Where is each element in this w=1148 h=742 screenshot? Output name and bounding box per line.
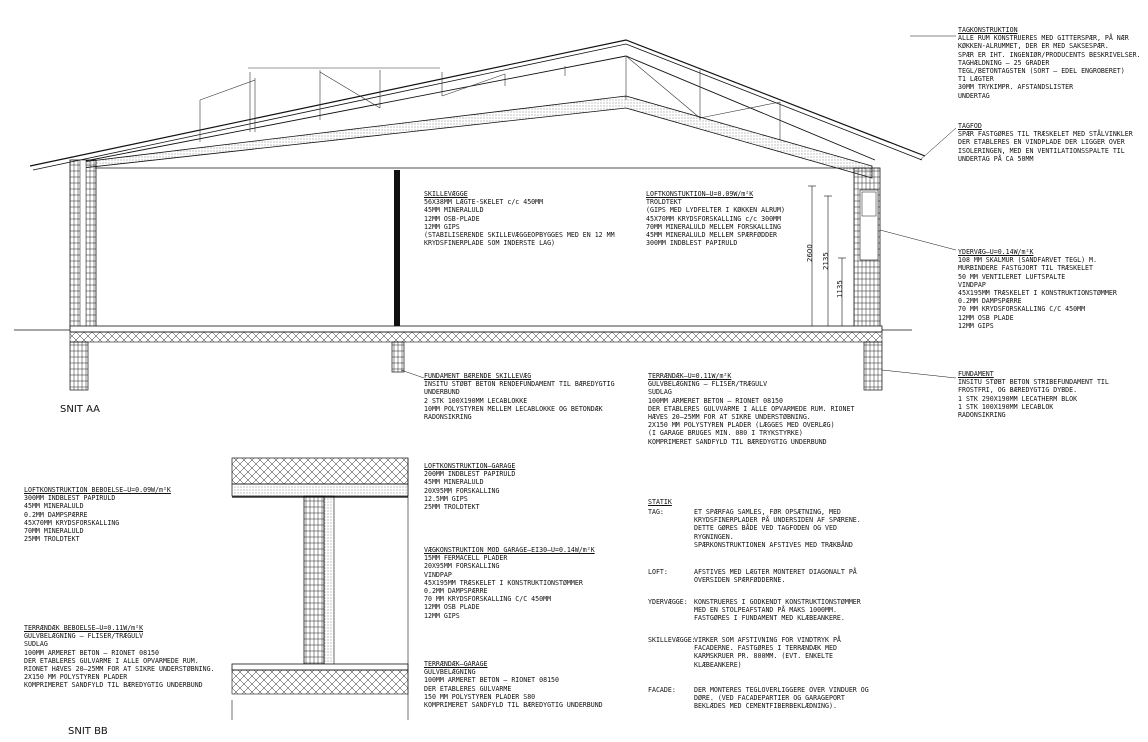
note-body: GULVBELÆGNING – FLISER/TRÆGULV SUDLAG 100MM ARMERET BETON – RIONET 08150 DER ETABLERES GULVVARME I ALLE OPVARMEDE RUM. RIONET HÆVES 20–25MM FOR AT SIKRE UNDERSTØBNING. 2X150 MM POLYSTYREN PLADER (LÆGGES MED OVERLÆG) (I GARAGE BRUGES MIN. 080 I TRYKSTYRKE) KOMPRIMERET SANDFYLD TIL BÆREDYGTIG UNDERBUND: [648, 380, 855, 446]
note-body: TROLDTEKT (GIPS MED LYDFELTER I KØKKEN ALRUM) 45X70MM KRYDSFORSKALLING c/c 300MM 70MM MINERALULD MELLEM FORSKALLING 45MM MINERALULD MELLEM SPÆRFØDDER 300MM INDBLEST PAPIRULD: [646, 198, 785, 248]
note-body: 300MM INDBLEST PAPIRULD 45MM MINERALULD 0.2MM DAMPSPÆRRE 45X70MM KRYDSFORSKALLING 70MM MINERALULD 25MM TROLDTEKT: [24, 494, 120, 544]
note-heading: SKILLEVÆGGE: [424, 190, 468, 198]
note-heading: LOFTKONSTRUKTION–GARAGE: [424, 462, 516, 470]
note-body: ALLE RUM KONSTRUERES MED GITTERSPÆR, PÅ NÆR KØKKEN-ALRUMMET, DER ER MED SAKSESPÆR. SPÆR ER IHT. INGENIØR/PRODUCENTS BESKRIVELSER. TAGHÆLDNING – 25 GRADER TEGL/BETONTAGSTEN (SORT – EDEL ENGROBERET) T1 LÆGTER 30MM TRYKIMPR. AFSTANDSLISTER UNDERTAG: [958, 34, 1141, 100]
dimension-2600: 2600: [806, 244, 814, 262]
note-vaeg-garage: [424, 546, 595, 620]
partition-wall: [394, 170, 400, 328]
floor-slab: [70, 326, 882, 332]
note-heading: TERRÆNDÆK BEBOELSE–U=0.11W/m²K: [24, 624, 144, 632]
statik-loft-body: AFSTIVES MED LÆGTER MONTERET DIAGONALT PÅ OVERSIDEN SPÆRFØDDERNE.: [694, 568, 857, 585]
note-body: INSITU STØBT BETON STRIBEFUNDAMENT TIL FROSTFRI, OG BÆREDYGTIG DYBDE. 1 STK 290X190MM LECATHERM BLOK 1 STK 100X190MM LECABLOK RADONSIKRING: [958, 378, 1109, 420]
note-heading: LOFTKONSTUKTION–U=0.09W/m²K: [646, 190, 754, 198]
statik-heading: [648, 498, 672, 506]
section-bb: [232, 458, 408, 720]
note-body: INSITU STØBT BETON RENDEFUNDAMENT TIL BÆREDYGTIG UNDERBUND 2 STK 100X190MM LECABLOKKE 10MM POLYSTYREN MELLEM LECABLOKKE OG BETONDÆK RADONSIKRING: [424, 380, 615, 422]
note-body: 15MM FERMACELL PLADER 20X95MM FORSKALLING VINDPAP 45X195MM TRÆSKELET I KONSTRUKTIONSTØMMER 0.2MM DAMPSPÆRRE 70 MM KRYDSFORSKALLING C/C 450MM 12MM OSB PLADE 12MM GIPS: [424, 554, 583, 620]
note-body: GULVBELÆGNING – FLISER/TRÆGULV SUDLAG 100MM ARMERET BETON – RIONET 08150 DER ETABLERES GULVARME I ALLE OPVARMEDE RUM. RIONET HÆVES 20–25MM FOR AT SIKRE UNDERSTØBNING. 2X150 MM POLYSTYREN PLADER KOMPRIMERET SANDFYLD TIL BÆREDYGTIG UNDERBUND: [24, 632, 215, 690]
loft-insulation: [82, 96, 872, 178]
note-loftkonstruktion: [646, 190, 785, 247]
foundation-left: [70, 342, 88, 390]
note-heading: VÆGKONSTRUKTION MOD GARAGE–EI30–U=0.14W/m²K: [424, 546, 595, 554]
note-terraendaek: [648, 372, 854, 446]
note-body: GULVBELÆGNING 100MM ARMERET BETON – RIONET 08150 DER ETABLERES GULVARME 150 MM POLYSTYREN PLADER S80 KOMPRIMERET SANDFYLD TIL BÆREDYGTIG UNDERBUND: [424, 668, 603, 710]
statik-yder-body: KONSTRUERES I GODKENDT KONSTRUKTIONSTØMMER MED EN STOLPEAFSTAND PÅ MAKS 1000MM. FASTGØRES I FUNDAMENT MED KLÆBEANKERE.: [694, 598, 861, 623]
note-tagfod: [958, 122, 1133, 163]
note-terraen-beboelse: [24, 624, 215, 690]
note-body: 56X38MM LÆGTE-SKELET c/c 450MM 45MM MINERALULD 12MM OSB-PLADE 12MM GIPS (STABILISERENDE SKILLEVÆGGEOPBYGGES MED EN 12 MM KRYDSFINERPLADE SOM INDERSTE LAG): [424, 198, 615, 248]
note-skillevaegge: [424, 190, 615, 247]
note-body: 108 MM SKALMUR (SANDFARVET TEGL) M. MURBINDERE FASTGJORT TIL TRÆSKELET 50 MM VENTILERET LUFTSPALTE VINDPAP 45X195MM TRÆSKELET I KONSTRUKTIONSTØMMER 0.2MM DAMPSPÆRRE 70 MM KRYDSFORSKALLING C/C 450MM 12MM OSB PLADE 12MM GIPS: [958, 256, 1117, 330]
dimension-1135: 1135: [836, 280, 844, 298]
note-loft-beboelse: [24, 486, 171, 543]
note-heading: TERRÆNDÆK–U=0.11W/m²K: [648, 372, 732, 380]
note-fundament: [958, 370, 1109, 419]
note-heading: STATIK: [648, 498, 672, 506]
statik-tag-body: ET SPÆRFAG SAMLES, FØR OPSÆTNING, MED KRYDSFINERPLADER PÅ UNDERSIDEN AF SPÆRENE. DETTE GØRES BÅDE VED TAGFODEN OG VED RYGNINGEN. SPÆRKONSTRUKTIONEN AFSTIVES MED TRÆKBÅND: [694, 508, 861, 549]
statik-skille-body: VIRKER SOM AFSTIVNING FOR VINDTRYK PÅ FACADERNE. FASTGØRES I TERRÆNDÆK MED KARMSKRUER PR. 800MM. (EVT. ENKELTE KLÆBEANKERE): [694, 636, 841, 669]
note-heading: TAGFOD: [958, 122, 982, 130]
note-fundament-skillevaeg: [424, 372, 615, 421]
statik-facade-body: DER MONTERES TEGLOVERLIGGERE OVER VINDUER OG DØRE. (VED FACADEPARTIER OG GARAGEPORT BEKLÆDES MED CEMENTFIBERBEKLÆDNING).: [694, 686, 869, 711]
dimension-2135: 2135: [822, 252, 830, 270]
note-heading: FUNDAMENT BÆRENDE SKILLEVÆG: [424, 372, 532, 380]
note-terraen-garage: [424, 660, 603, 709]
statik-loft-label: LOFT:: [648, 568, 668, 576]
note-heading: TAGKONSTRUKTION: [958, 26, 1018, 34]
statik-yder-label: YDERVÆGGE:: [648, 598, 688, 606]
note-body: 200MM INDBLEST PAPIRULD 45MM MINERALULD 20X95MM FORSKALLING 12.5MM GIPS 25MM TROLDTEKT: [424, 470, 516, 512]
note-heading: FUNDAMENT: [958, 370, 994, 378]
statik-skille-label: SKILLEVÆGGE:: [648, 636, 696, 644]
note-loft-garage: [424, 462, 515, 511]
note-heading: TERRÆNDÆK–GARAGE: [424, 660, 488, 668]
note-heading: YDERVÆG–U=0.14W/m²K: [958, 248, 1034, 256]
note-tagkonstruktion: [958, 26, 1141, 100]
note-ydervaeg: [958, 248, 1117, 330]
section-label-bb: SNIT BB: [68, 726, 108, 737]
statik-facade-label: FACADE:: [648, 686, 676, 694]
section-label-aa: SNIT AA: [60, 404, 101, 415]
note-body: SPÆR FASTGØRES TIL TRÆSKELET MED STÅLVINKLER DER ETABLERES EN VINDPLADE DER LIGGER OVER ISOLERINGEN, MED EN VENTILATIONSSPALTE TIL UNDERTAG PÅ CA 50MM: [958, 130, 1133, 163]
statik-tag-label: TAG:: [648, 508, 664, 516]
note-heading: LOFTKONSTRUKTION BEBOELSE–U=0.09W/m²K: [24, 486, 171, 494]
